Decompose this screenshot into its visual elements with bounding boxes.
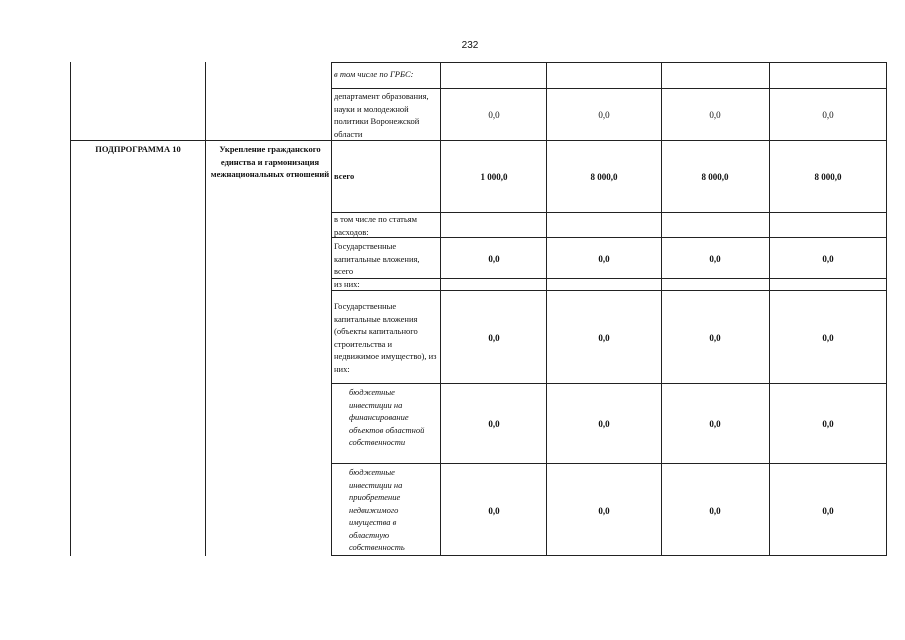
program-name: Укрепление гражданского единства и гармонизация межнациональных отношений (210, 144, 330, 179)
row-label: в том числе по статьям расходов: (334, 214, 418, 237)
row-divider (331, 88, 887, 89)
column-divider (331, 62, 332, 556)
row-label: департамент образования, науки и молодежной политики Воронежской области (334, 91, 429, 139)
row-label: Государственные капитальные вложения, всего (334, 241, 420, 276)
table-border-left (70, 62, 71, 556)
value-cell: 0,0 (709, 506, 721, 516)
value-cell: 0,0 (598, 419, 610, 429)
value-cell: 0,0 (709, 110, 721, 120)
row-label: всего (334, 171, 355, 181)
row-divider (331, 62, 887, 63)
program-code: ПОДПРОГРАММА 10 (95, 144, 181, 154)
value-cell: 1 000,0 (480, 172, 508, 182)
value-cell: 0,0 (488, 419, 500, 429)
row-label: бюджетные инвестиции на финансирование объектов областной собственности (349, 387, 425, 447)
column-divider (769, 62, 770, 556)
value-cell: 8 000,0 (590, 172, 618, 182)
row-divider (331, 555, 887, 556)
value-cell: 0,0 (598, 254, 610, 264)
row-label: Государственные капитальные вложения (объекты капитального строительства и недвижимое имущество), из них: (334, 301, 437, 374)
value-cell: 0,0 (598, 110, 610, 120)
value-cell: 0,0 (822, 110, 834, 120)
value-cell: 0,0 (822, 254, 834, 264)
row-label: в том числе по ГРБС: (334, 69, 414, 79)
table-border-right (886, 62, 887, 556)
row-label: бюджетные инвестиции на приобретение недвижимого имущества в областную собственность (349, 467, 405, 552)
page-number: 232 (461, 40, 479, 51)
row-divider (331, 463, 887, 464)
row-label: из них: (334, 279, 360, 289)
column-divider (440, 62, 441, 556)
value-cell: 8 000,0 (701, 172, 729, 182)
row-divider (331, 383, 887, 384)
column-divider (661, 62, 662, 556)
value-cell: 0,0 (709, 254, 721, 264)
value-cell: 0,0 (709, 419, 721, 429)
value-cell: 0,0 (822, 419, 834, 429)
value-cell: 0,0 (488, 254, 500, 264)
value-cell: 8 000,0 (814, 172, 842, 182)
row-divider (70, 140, 887, 141)
value-cell: 0,0 (488, 333, 500, 343)
value-cell: 0,0 (488, 506, 500, 516)
value-cell: 0,0 (598, 506, 610, 516)
column-divider (205, 62, 206, 556)
column-divider (546, 62, 547, 556)
value-cell: 0,0 (822, 506, 834, 516)
value-cell: 0,0 (488, 110, 500, 120)
value-cell: 0,0 (822, 333, 834, 343)
value-cell: 0,0 (709, 333, 721, 343)
value-cell: 0,0 (598, 333, 610, 343)
